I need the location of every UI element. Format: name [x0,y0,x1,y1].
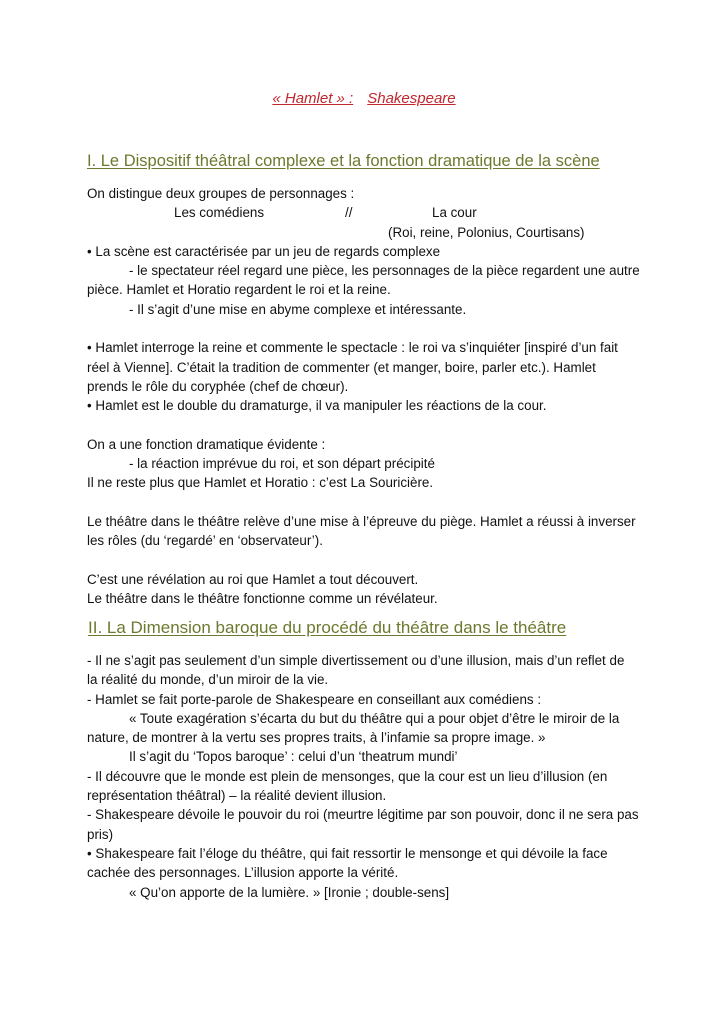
paragraph-line: représentation théâtral) – la réalité devient illusion. [87,788,387,804]
paragraph-line: réel à Vienne]. C’était la tradition de commenter (et manger, boire, parler etc.). Hamlet [87,359,596,375]
document-title [0,89,728,109]
paragraph-line: la réalité du monde, d’un miroir de la vie. [87,672,329,688]
paragraph-line: - Hamlet se fait porte-parole de Shakespeare en conseillant aux comédiens : [87,691,542,707]
title-author: Shakespeare [367,90,456,107]
group-right: La cour [432,205,477,221]
paragraph-line: - Il s’agit d’une mise en abyme complexe et intéressante. [129,301,467,317]
paragraph-line: - Il ne s’agit pas seulement d’un simple divertissement ou d’une illusion, mais d’un reflet de [87,653,625,668]
paragraph-line: - Shakespeare dévoile le pouvoir du roi (meurtre légitime par son pouvoir, donc il ne sera pas [87,807,639,823]
section1-heading: I. Le Dispositif théâtral complexe et la fonction dramatique de la scène [87,152,600,170]
paragraph-line: les rôles (du ‘regardé’ en ‘observateur’). [87,533,323,549]
paragraph-line: « Qu’on apporte de la lumière. » [Ironie ; double-sens] [129,884,450,900]
blank-line [87,416,687,435]
paragraph-line: Il s’agit du ‘Topos baroque’ : celui d’un ‘theatrum mundi’ [129,749,458,765]
blank-line [87,551,687,570]
paragraph-line: - le spectateur réel regard une pièce, les personnages de la pièce regardent une autre [129,263,640,279]
group-separator: // [345,205,353,221]
paragraph-line: - Il découvre que le monde est plein de mensonges, que la cour est un lieu d’illusion (en [87,768,608,784]
paragraph-line: Il ne reste plus que Hamlet et Horatio : c’est La Souricière. [87,475,434,491]
title-play: « Hamlet » : [272,90,354,107]
group-left: Les comédiens [174,205,265,221]
paragraph-line: On distingue deux groupes de personnages : [87,186,355,201]
character-groups [87,203,687,222]
paragraph-line: • Hamlet est le double du dramaturge, il va manipuler les réactions de la cour. [87,398,547,414]
paragraph-line: Le théâtre dans le théâtre relève d’une mise à l’épreuve du piège. Hamlet a réussi à inverser [87,514,636,530]
group-right-detail: (Roi, reine, Polonius, Courtisans) [388,224,585,240]
paragraph-line: prends le rôle du coryphée (chef de chœur). [87,378,349,394]
paragraph-line: C’est une révélation au roi que Hamlet a tout découvert. [87,571,419,587]
paragraph-line: pris) [87,826,114,842]
paragraph-line: • Shakespeare fait l’éloge du théâtre, qui fait ressortir le mensonge et qui dévoile la face [87,845,608,861]
paragraph-line: • Hamlet interroge la reine et commente le spectacle : le roi va s’inquiéter [inspiré d’un fait [87,340,618,356]
section2-body [87,651,687,902]
paragraph-line: On a une fonction dramatique évidente : [87,436,326,452]
section2-heading: II. La Dimension baroque du procédé du théâtre dans le théâtre [88,618,567,637]
paragraph-line: Le théâtre dans le théâtre fonctionne comme un révélateur. [87,591,438,607]
blank-line [87,493,687,512]
paragraph-line: « Toute exagération s’écarta du but du théâtre qui a pour objet d’être le miroir de la [129,710,620,726]
paragraph-line: cachée des personnages. L’illusion apporte la vérité. [87,865,399,881]
paragraph-line: - la réaction imprévue du roi, et son départ précipité [129,456,435,472]
paragraph-line: pièce. Hamlet et Horatio regardent le roi et la reine. [87,282,391,298]
paragraph-line: • La scène est caractérisée par un jeu de regards complexe [87,243,441,259]
blank-line [87,319,687,338]
section1-body [87,184,687,609]
paragraph-line: nature, de montrer à la vertu ses propres traits, à l’infamie sa propre image. » [87,730,546,746]
